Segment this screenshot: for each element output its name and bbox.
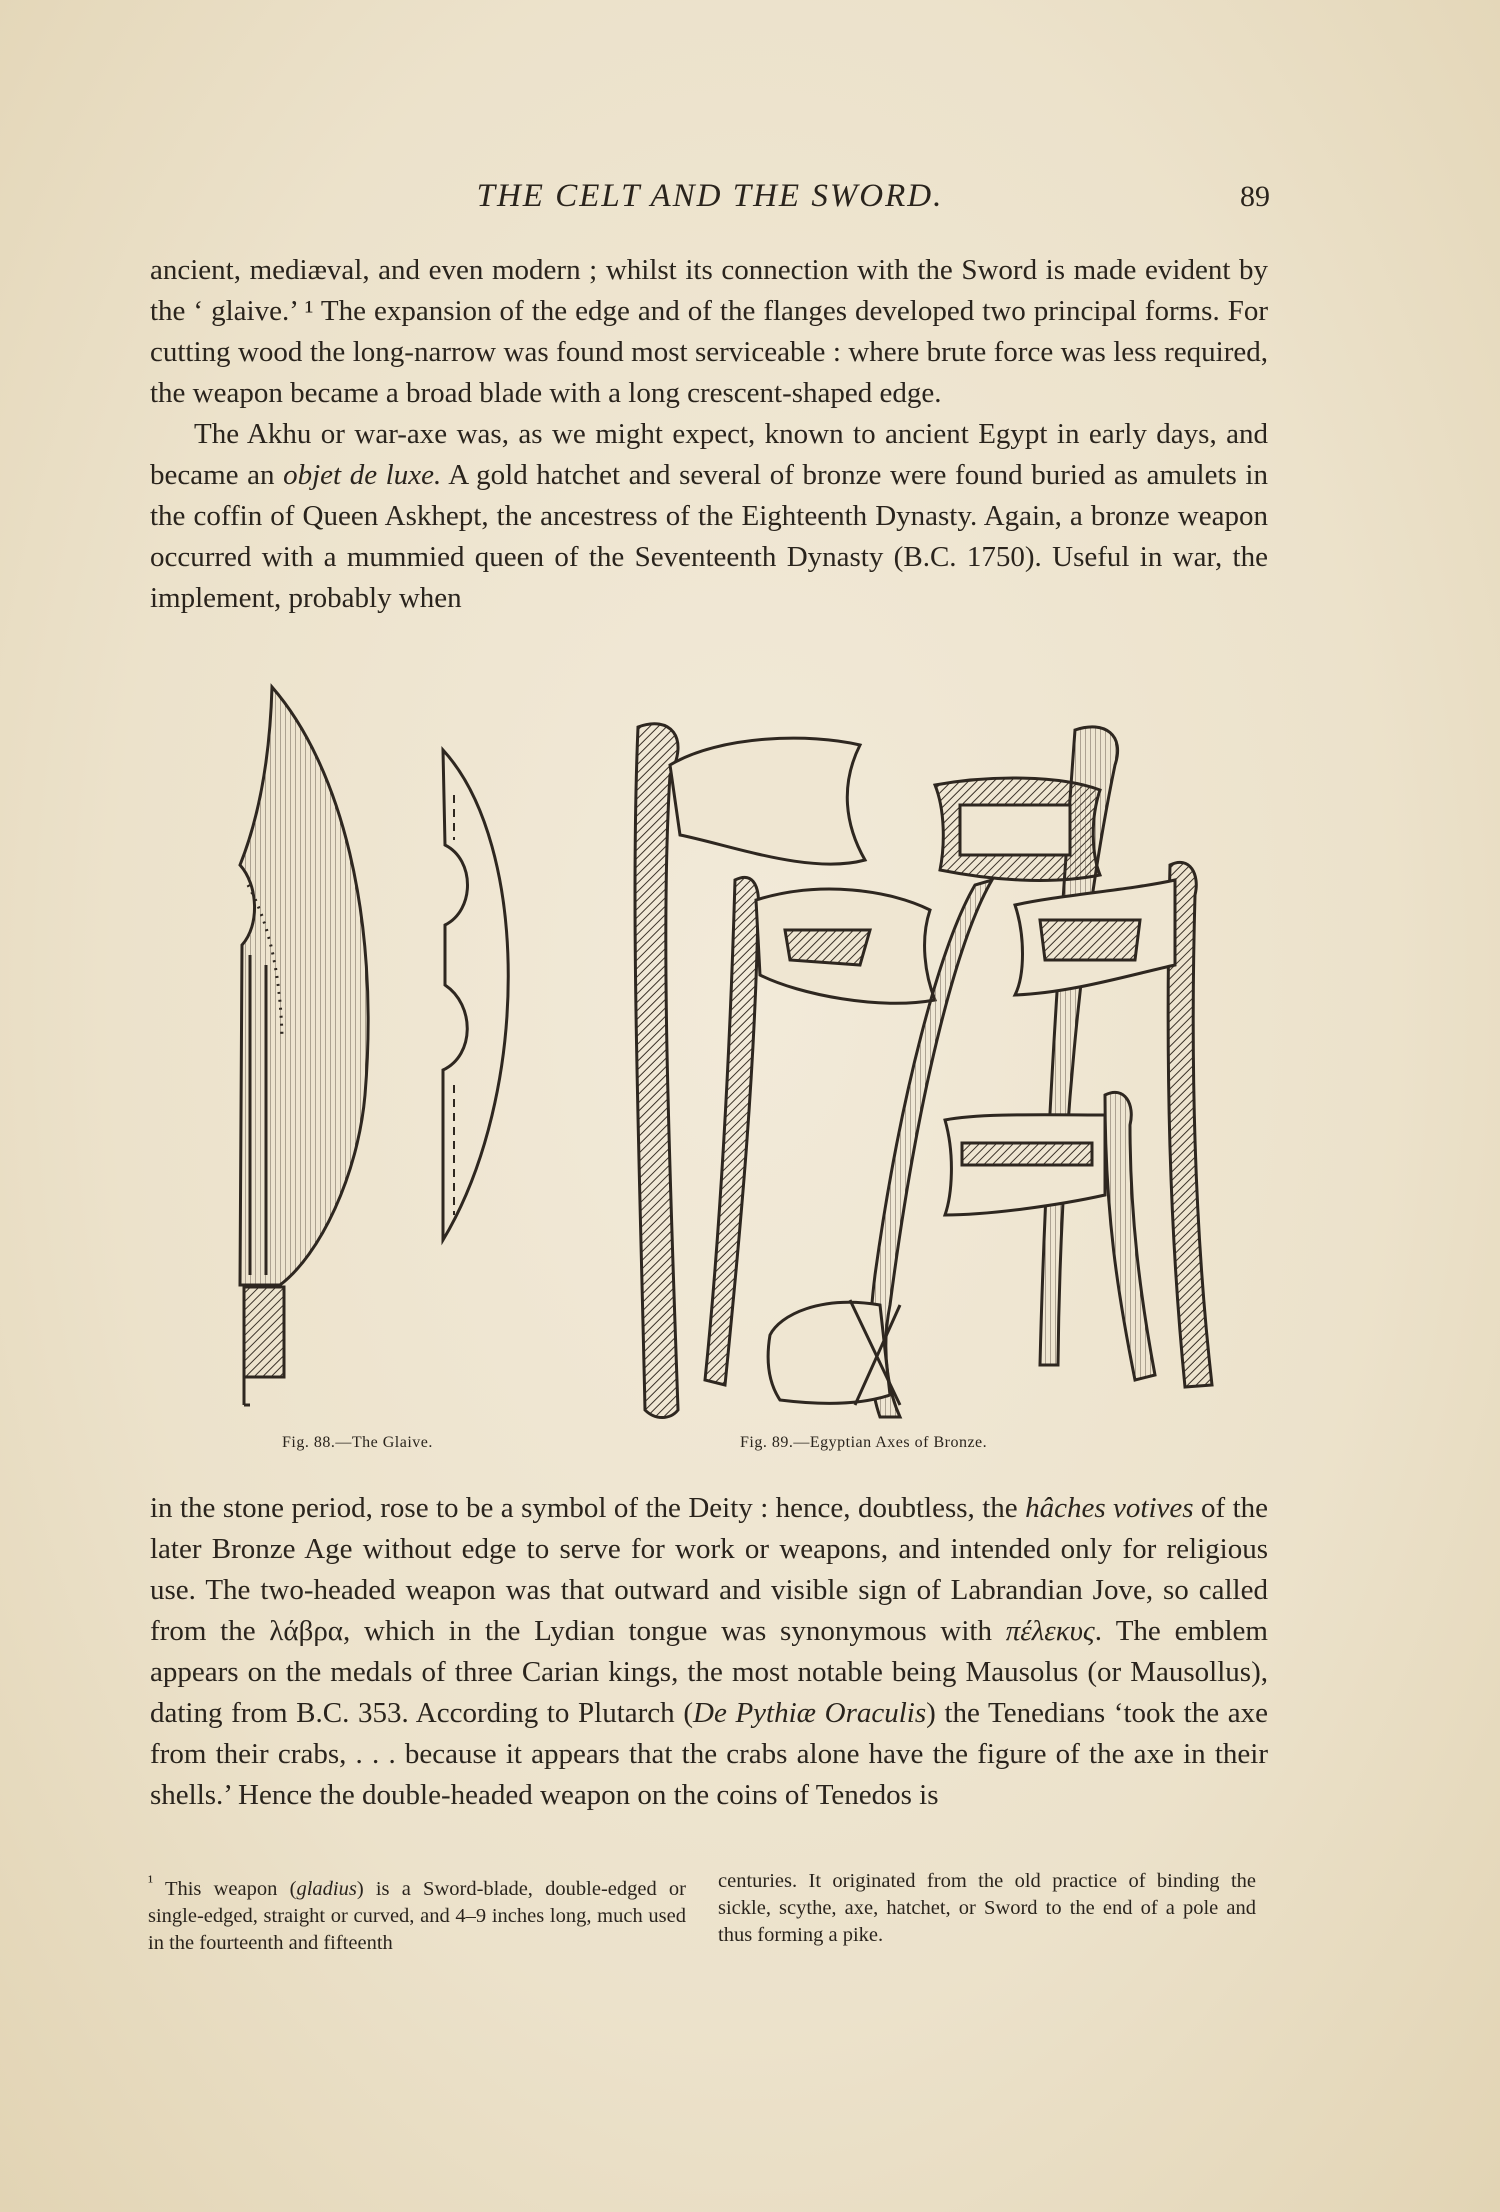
paragraph-3: in the stone period, rose to be a symbol of the Deity : hence, doubtless, the hâches votives of the later Bronze Age without edge to serve for work or weapons, and intended only for religious use. The two-headed weapon was that outward and visible sign of Labrandian Jove, so called from the λάβρα, which in the Lydian tongue was synonymous with πέλεκυς. The emblem appears on the medals of three Carian kings, the most notable being Mausolus (or Mausollus), dating from B.C. 353. According to Plutarch (De Pythiæ Oraculis) the Tenedians ‘took the axe from their crabs, . . . because it appears that the crabs alone have the figure of the axe in their shells.’ Hence the double-headed weapon on the coins of Tenedos is [150,1492,1269,1811]
paragraph-1: ancient, mediæval, and even modern ; whilst its connection with the Sword is made evident by the ‘ glaive.’ ¹ The expansion of the edge and of the flanges developed two principal forms. For cutting wood the long-narrow was found most serviceable : where brute force was less required, the weapon became a broad blade with a long crescent-shaped edge. [150,254,1268,409]
footnotes [148,1868,1268,1968]
running-head [150,178,1270,218]
axes-engraving [200,675,1230,1435]
footnote-marker: ¹ [148,1872,154,1891]
paragraph-2: The Akhu or war-axe was, as we might expect, known to ancient Egypt in early days, and became an objet de luxe. A gold hatchet and several of bronze were found buried as amulets in the coffin of Queen Askhept, the ancestress of the Eighteenth Dynasty. Again, a bronze weapon occurred with a mummied queen of the Seventeenth Dynasty (B.C. 1750). Useful in war, the implement, probably when [150,418,1268,614]
footnote-column-right: centuries. It originated from the old practice of binding the sickle, scythe, axe, hatchet, or Sword to the end of a pole and thus forming a pike. [718,1870,1256,1946]
page-number: 89 [1240,180,1270,213]
body-text-top [150,250,1268,619]
figure-illustrations [200,675,1230,1435]
fig88-caption: Fig. 88.—The Glaive. [282,1434,433,1451]
glaive-section-drawing [443,750,508,1240]
running-title: THE CELT AND THE SWORD. [476,178,944,214]
egyptian-axe-4 [935,727,1118,1365]
footnote-column-left: $^{^1}$ This weapon (gladius) is a Sword-blade, double-edged or single-edged, straight or curved, and 4–9 inches long, much used in the fourteenth and fifteenth [148,1872,687,1954]
glaive-blade-drawing [240,687,368,1405]
body-text-bottom [150,1488,1268,1816]
fig89-caption: Fig. 89.—Egyptian Axes of Bronze. [740,1434,988,1451]
